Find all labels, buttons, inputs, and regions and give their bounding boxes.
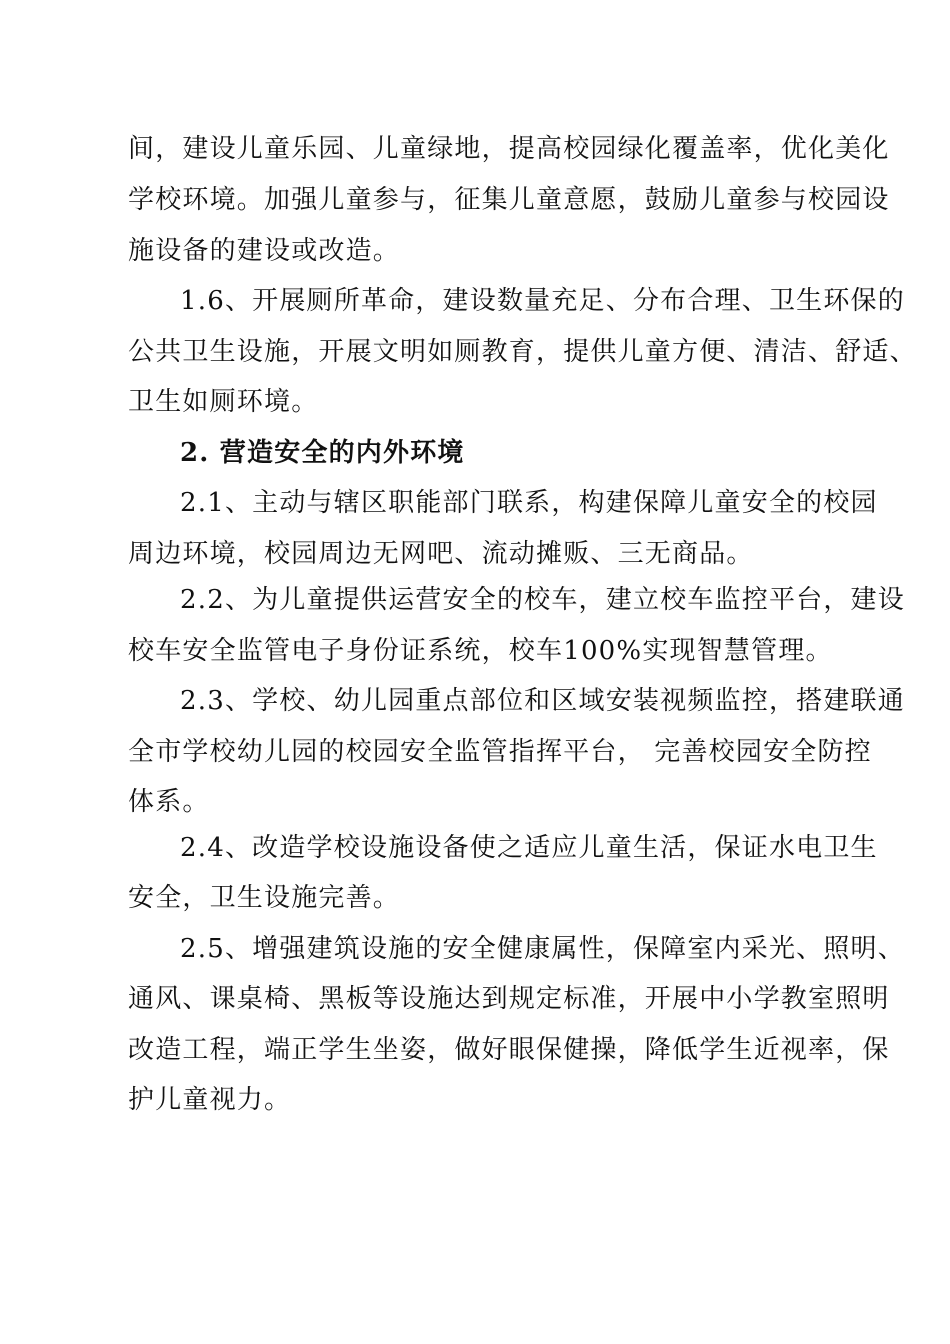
paragraph-line: 1.6、开展厕所革命，建设数量充足、分布合理、卫生环保的 xyxy=(180,286,905,316)
paragraph-line: 卫生如厕环境。 xyxy=(128,387,319,417)
paragraph-line: 施设备的建设或改造。 xyxy=(128,236,401,266)
paragraph-line: 改造工程，端正学生坐姿，做好眼保健操，降低学生近视率，保 xyxy=(128,1035,890,1065)
paragraph-line: 学校环境。加强儿童参与，征集儿童意愿，鼓励儿童参与校园设 xyxy=(128,185,890,215)
paragraph-line: 2.2、为儿童提供运营安全的校车，建立校车监控平台，建设 xyxy=(180,585,905,615)
paragraph-line: 校车安全监管电子身份证系统，校车100%实现智慧管理。 xyxy=(128,636,833,666)
section-heading: 2. 营造安全的内外环境 xyxy=(180,438,465,468)
paragraph-line: 体系。 xyxy=(128,787,210,817)
paragraph-line: 2.5、增强建筑设施的安全健康属性，保障室内采光、照明、 xyxy=(180,934,905,964)
paragraph-line: 通风、课桌椅、黑板等设施达到规定标准，开展中小学教室照明 xyxy=(128,984,890,1014)
paragraph-line: 周边环境，校园周边无网吧、流动摊贩、三无商品。 xyxy=(128,539,754,569)
paragraph-line: 全市学校幼儿园的校园安全监管指挥平台， 完善校园安全防控 xyxy=(128,737,872,767)
paragraph-line: 间，建设儿童乐园、儿童绿地，提高校园绿化覆盖率，优化美化 xyxy=(128,134,890,164)
paragraph-line: 2.3、学校、幼儿园重点部位和区域安装视频监控，搭建联通 xyxy=(180,686,905,716)
paragraph-line: 2.4、改造学校设施设备使之适应儿童生活，保证水电卫生 xyxy=(180,833,878,863)
paragraph-line: 安全，卫生设施完善。 xyxy=(128,883,401,913)
paragraph-line: 公共卫生设施，开展文明如厕教育，提供儿童方便、清洁、舒适、 xyxy=(128,337,917,367)
paragraph-line: 护儿童视力。 xyxy=(128,1085,292,1115)
paragraph-line: 2.1、主动与辖区职能部门联系，构建保障儿童安全的校园 xyxy=(180,488,878,518)
